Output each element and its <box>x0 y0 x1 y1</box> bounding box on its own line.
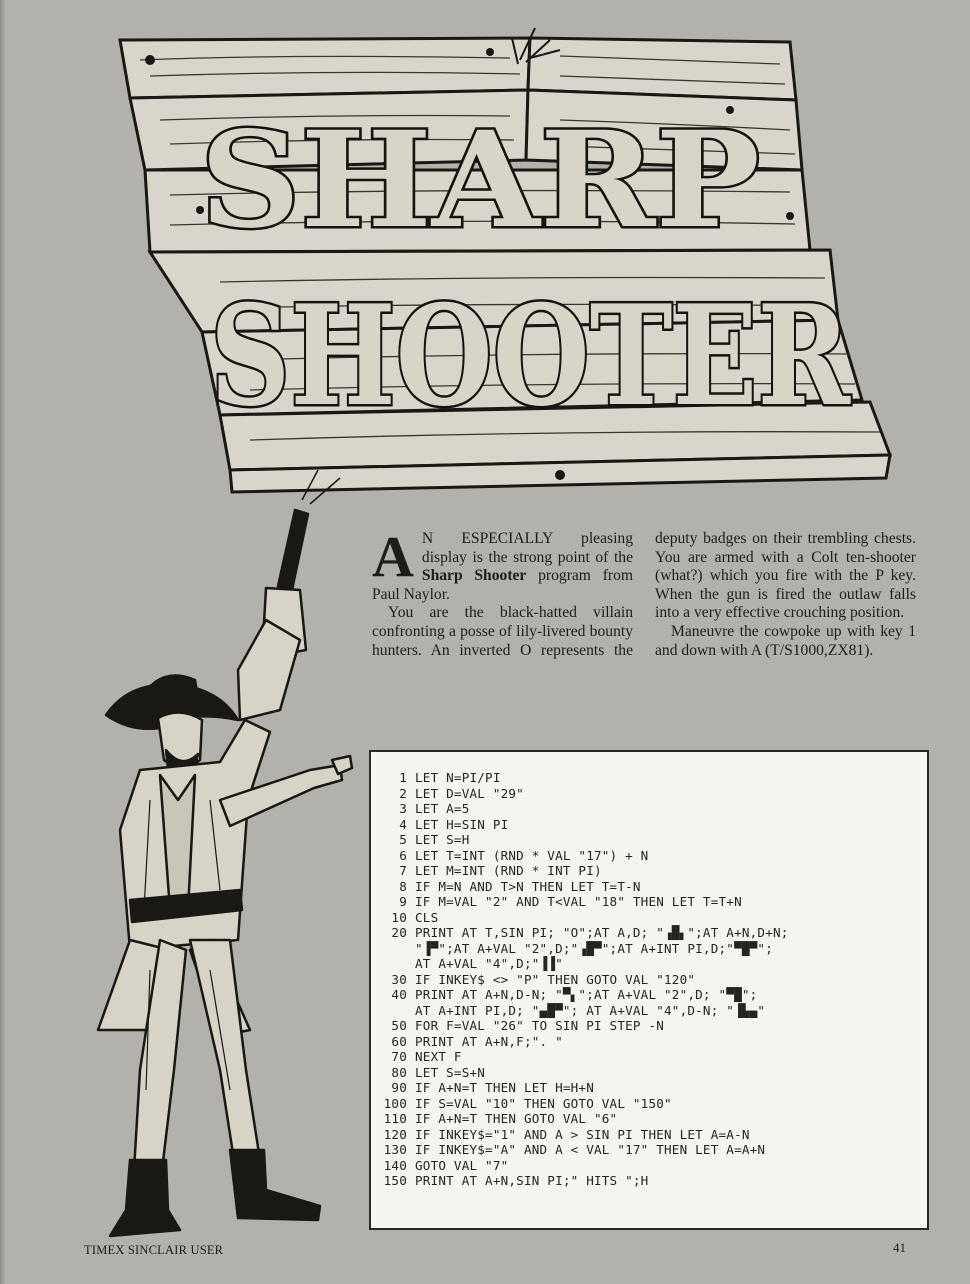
line-number: 130 <box>383 1142 407 1157</box>
listing-line <box>381 1173 919 1189</box>
line-code: AT A+VAL "4",D;"▐▐" <box>415 956 563 971</box>
listing-line <box>381 910 919 926</box>
listing-line <box>381 1096 919 1112</box>
line-number: 9 <box>399 894 407 909</box>
line-code: LET S=S+N <box>415 1064 486 1080</box>
article-paragraph-1 <box>372 524 634 604</box>
line-code: "▐▀";AT A+VAL "2",D;"▗█▀";AT A+INT PI,D;"▀█▀"; <box>415 940 773 956</box>
line-code: IF INKEY$="1" AND A > SIN PI THEN LET A=A-N <box>415 1126 750 1142</box>
line-number: 10 <box>391 909 407 925</box>
line-code: LET M=INT (RND * INT PI) <box>415 863 602 878</box>
line-code: LET S=H <box>415 832 470 847</box>
wooden-sign-graphic <box>90 20 890 500</box>
line-number: 90 <box>391 1080 407 1095</box>
listing-line <box>381 1080 919 1096</box>
line-code: PRINT AT A+N,D-N; "▀▖";AT A+VAL "2",D; "▀█"; <box>415 987 758 1002</box>
listing-line <box>381 848 919 864</box>
line-number: 1 <box>399 770 407 785</box>
line-code: PRINT AT A+N,F;". " <box>415 1033 563 1049</box>
listing-line <box>381 1127 919 1143</box>
listing-line <box>381 1049 919 1065</box>
article-intro-text: N ESPECIALLY pleasing display is the strong point of the <box>421 530 633 566</box>
article-paragraph-3: Maneuvre the cowpoke up with key 1 and down with A (T/S1000,ZX81). <box>655 622 916 659</box>
line-number: 3 <box>399 801 407 816</box>
line-code: LET H=SIN PI <box>415 816 509 832</box>
listing-line <box>381 786 919 802</box>
article-paragraph-2: You are the black-hatted villain confronting a posse of lily-livered bounty hunters. An inverted O represents the deputy badges on their trembling chests. You are armed with a Colt ten-shooter (what?) which you fire with the P key. When the gun is fired the outlaw falls into a very effective crouching position. <box>372 530 916 659</box>
listing-line <box>381 1065 919 1081</box>
line-number: 100 <box>383 1095 407 1111</box>
line-code: LET T=INT (RND * VAL "17") + N <box>415 847 649 863</box>
line-code: PRINT AT T,SIN PI; "O";AT A,D; "▗█▖";AT A+N,D+N; <box>415 925 789 940</box>
line-code: FOR F=VAL "26" TO SIN PI STEP -N <box>415 1018 665 1033</box>
line-code: IF M=N AND T>N THEN LET T=T-N <box>415 878 641 894</box>
line-number: 5 <box>399 832 407 847</box>
listing-line <box>381 941 919 957</box>
line-number: 20 <box>391 925 407 940</box>
listing-line <box>381 956 919 972</box>
cowboy-illustration <box>70 470 370 1250</box>
line-code: AT A+INT PI,D; "▄█▀"; AT A+VAL "4",D-N; "▐▙▄" <box>415 1002 766 1018</box>
listing-line <box>381 987 919 1003</box>
line-number: 70 <box>391 1049 407 1064</box>
line-number: 80 <box>391 1064 407 1080</box>
listing-line <box>381 1034 919 1050</box>
drop-cap: A <box>372 524 414 589</box>
article-intro-text-end: program from Paul Naylor. <box>372 567 634 603</box>
line-code: IF INKEY$ <> "P" THEN GOTO VAL "120" <box>415 971 696 987</box>
listing-line <box>381 1018 919 1034</box>
line-code: GOTO VAL "7" <box>415 1157 509 1173</box>
gunslinger-graphic <box>70 470 370 1250</box>
listing-line <box>381 863 919 879</box>
page-number: 41 <box>893 1240 906 1255</box>
listing-line <box>381 972 919 988</box>
line-code: LET N=PI/PI <box>415 770 501 785</box>
listing-line <box>381 1111 919 1127</box>
line-number: 110 <box>383 1111 407 1126</box>
line-number: 7 <box>399 863 407 878</box>
listing-line <box>381 817 919 833</box>
line-code: IF S=VAL "10" THEN GOTO VAL "150" <box>415 1095 672 1111</box>
line-code: IF INKEY$="A" AND A < VAL "17" THEN LET A=A+N <box>415 1142 766 1157</box>
line-number: 4 <box>399 816 407 832</box>
line-number: 40 <box>391 987 407 1002</box>
line-code: IF M=VAL "2" AND T<VAL "18" THEN LET T=T+N <box>415 894 742 909</box>
line-number: 30 <box>391 971 407 987</box>
listing-line <box>381 832 919 848</box>
program-name: Sharp Shooter <box>421 567 527 585</box>
listing-line <box>381 879 919 895</box>
listing-line <box>381 1003 919 1019</box>
line-number: 150 <box>383 1173 407 1188</box>
listing-line <box>381 894 919 910</box>
line-number: 120 <box>383 1126 407 1142</box>
line-number: 60 <box>391 1033 407 1049</box>
line-number: 6 <box>399 847 407 863</box>
program-listing <box>369 750 929 1230</box>
article-body <box>372 524 916 660</box>
listing-line <box>381 925 919 941</box>
line-number: 8 <box>399 878 407 894</box>
listing-line <box>381 770 919 786</box>
line-code: IF A+N=T THEN LET H=H+N <box>415 1080 594 1095</box>
listing-line <box>381 1158 919 1174</box>
line-number: 2 <box>399 785 407 801</box>
listing-lines <box>381 770 919 1189</box>
line-code: PRINT AT A+N,SIN PI;" HITS ";H <box>415 1173 649 1188</box>
line-code: LET A=5 <box>415 801 470 816</box>
title-line-2: SHOOTER <box>210 274 852 437</box>
title-sign-illustration <box>90 20 890 500</box>
title-line-1: SHARP <box>200 103 760 258</box>
page-edge <box>0 0 6 1284</box>
listing-line <box>381 1142 919 1158</box>
listing-line <box>381 801 919 817</box>
line-code: IF A+N=T THEN GOTO VAL "6" <box>415 1111 618 1126</box>
line-code: LET D=VAL "29" <box>415 785 524 801</box>
line-code: NEXT F <box>415 1049 462 1064</box>
line-number: 140 <box>383 1157 407 1173</box>
line-number: 50 <box>391 1018 407 1033</box>
magazine-name: TIMEX SINCLAIR USER <box>84 1243 224 1257</box>
line-code: CLS <box>415 909 439 925</box>
